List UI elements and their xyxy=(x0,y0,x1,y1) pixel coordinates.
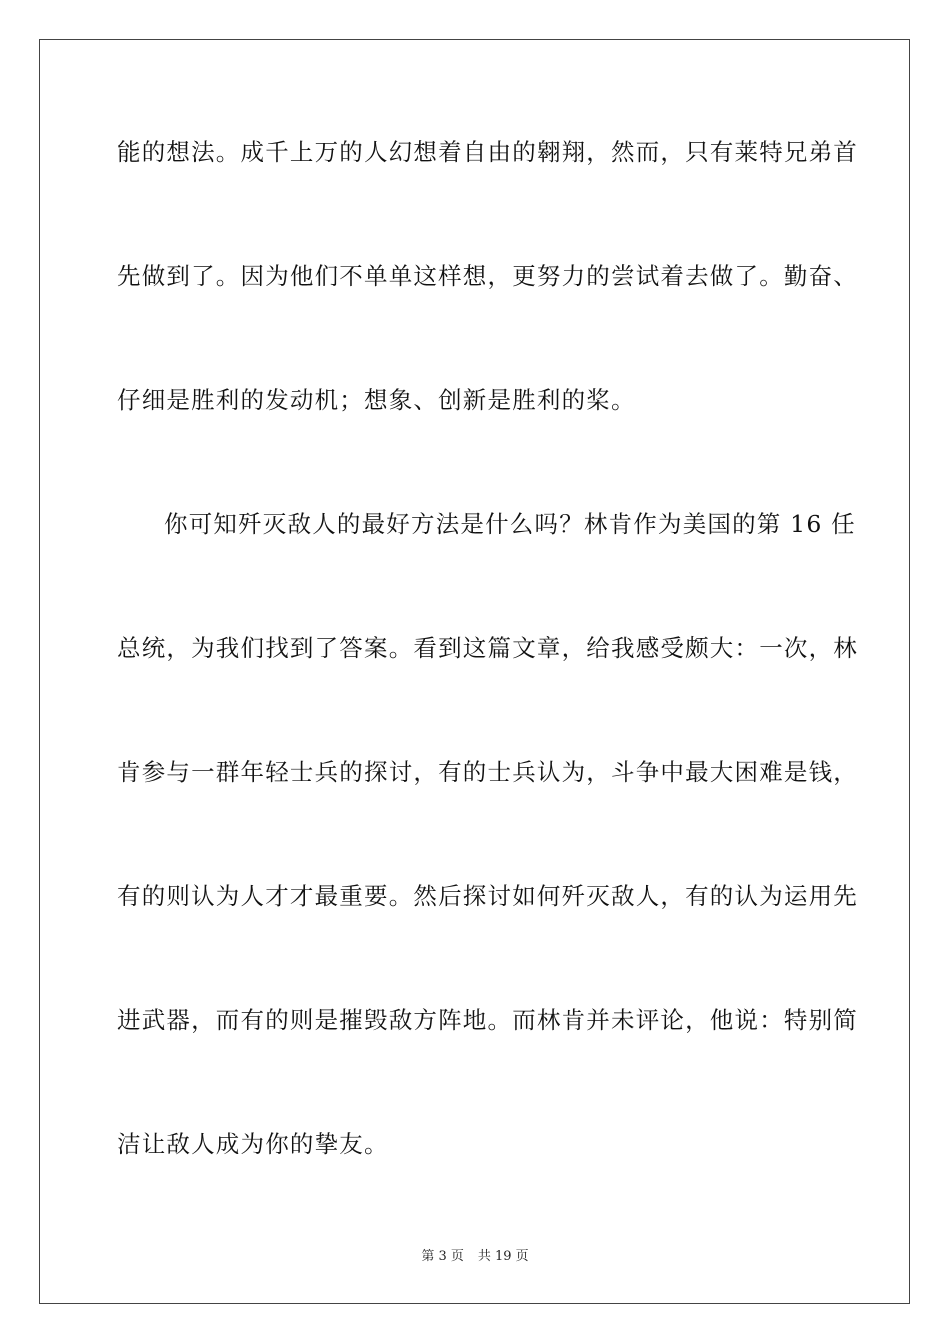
text-line-4: 你可知歼灭敌人的最好方法是什么吗？林肯作为美国的第 16 任 xyxy=(164,510,856,538)
page-footer xyxy=(0,1248,950,1266)
current-page-number: 第 3 页 xyxy=(421,1249,464,1264)
text-line-3: 仔细是胜利的发动机；想象、创新是胜利的桨。 xyxy=(117,386,636,414)
total-page-count: 共 19 页 xyxy=(477,1249,529,1264)
text-line-5: 总统，为我们找到了答案。看到这篇文章，给我感受颇大：一次，林 xyxy=(117,634,858,662)
text-line-6: 肯参与一群年轻士兵的探讨，有的士兵认为，斗争中最大困难是钱， xyxy=(117,758,858,786)
text-line-7: 有的则认为人才才最重要。然后探讨如何歼灭敌人，有的认为运用先 xyxy=(117,882,858,910)
text-line-9: 洁让敌人成为你的挚友。 xyxy=(117,1130,389,1158)
page-border xyxy=(39,39,910,1304)
text-line-1: 能的想法。成千上万的人幻想着自由的翱翔，然而，只有莱特兄弟首 xyxy=(117,138,858,166)
text-line-2: 先做到了。因为他们不单单这样想，更努力的尝试着去做了。勤奋、 xyxy=(117,262,858,290)
text-line-8: 进武器，而有的则是摧毁敌方阵地。而林肯并未评论，他说：特别简 xyxy=(117,1006,858,1034)
